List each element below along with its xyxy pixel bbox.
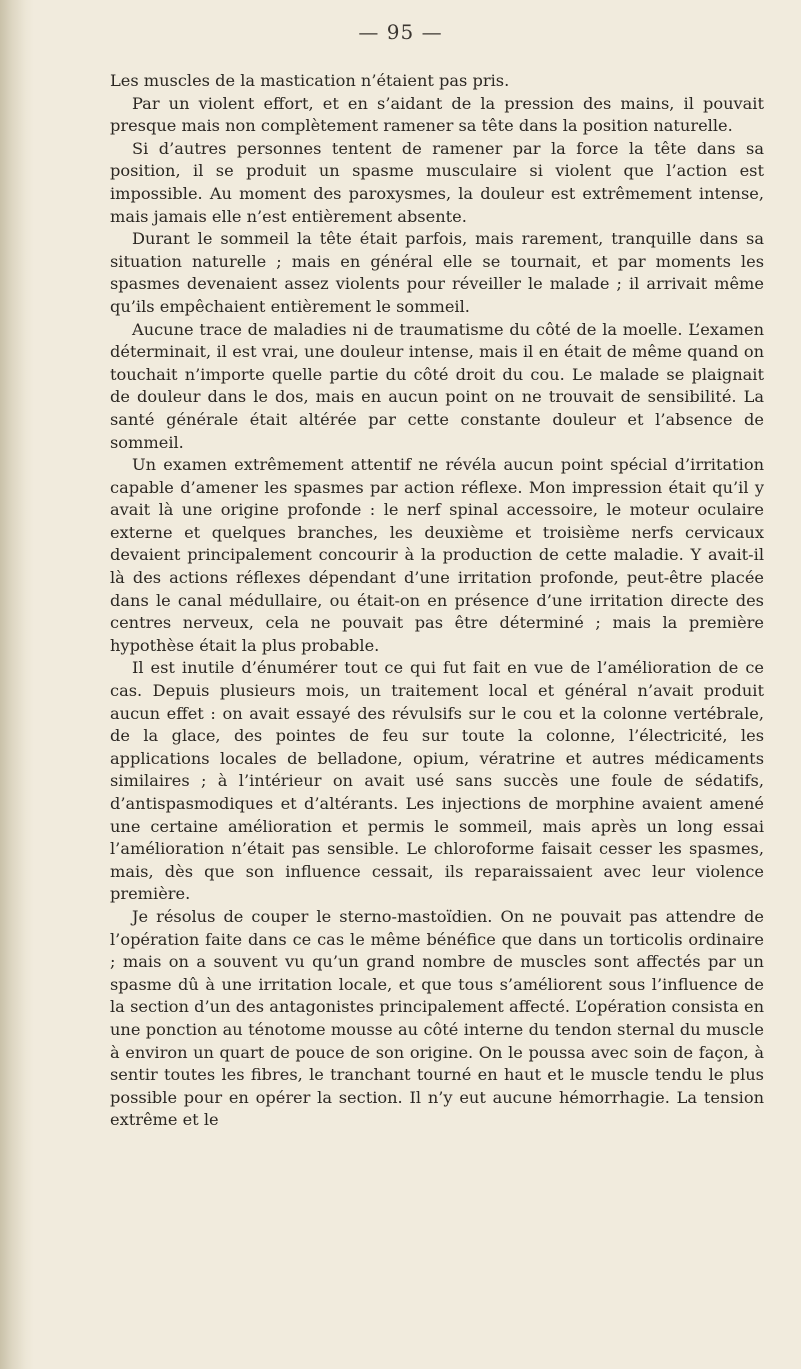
paragraph-5: Aucune trace de maladies ni de traumatisme du côté de la moelle. L’examen déterminait, il est vrai, une douleur intense, mais il en était de même quand on touchait n’importe quelle partie du côté droit du cou. Le malade se plaignait de douleur dans le dos, mais en aucun point on ne trouvait de sensibilité. La santé générale était altérée par cette constante douleur et l’absence de sommeil. — [110, 319, 764, 452]
paragraph-2: Par un violent effort, et en s’aidant de la pression des mains, il pouvait presque mais non complètement ramener sa tête dans la position naturelle. — [110, 93, 764, 136]
paragraph-3: Si d’autres personnes tentent de ramener par la force la tête dans sa position, il se produit un spasme musculaire si violent que l’action est impossible. Au moment des paroxysmes, la douleur est extrêmement intense, mais jamais elle n’est entièrement absente. — [110, 138, 764, 226]
paragraph-4: Durant le sommeil la tête était parfois, mais rarement, tranquille dans sa situation naturelle ; mais en général elle se tournait, et par moments les spasmes devenaient assez violents pour réveiller le malade ; il arrivait même qu’ils empêchaient entièrement le sommeil. — [110, 229, 764, 316]
paragraph-7: Il est inutile d’énumérer tout ce qui fut fait en vue de l’amélioration de ce cas. Depuis plusieurs mois, un traitement local et général n’avait produit aucun effet : on avait essayé des révulsifs sur le cou et la colonne vertébrale, de la glace, des pointes de feu sur toute la colonne, l’électricité, les applications locales de belladone, opium, vératrine et autres médicaments similaires ; à l’intérieur on avait usé sans succès une foule de sédatifs, d’antispasmodiques et d’altérants. Les injections de morphine avaient amené une certaine amélioration et permis le sommeil, mais après un long essai l’amélioration n’était pas sensible. Le chloroforme faisait cesser les spasmes, mais, dès que son influence cessait, ils reparaissaient avec leur violence première. — [110, 658, 764, 904]
page-text — [110, 70, 764, 1132]
paragraph-8: Je résolus de couper le sterno-mastoïdien. On ne pouvait pas attendre de l’opération faite dans ce cas le même bénéfice que dans un torticolis ordinaire ; mais on a souvent vu qu’un grand nombre de muscles sont affectés par un spasme dû à une irritation locale, et que tous s’améliorent sous l’influence de la section d’un des antagonistes principalement affecté. L’opération consista en une ponction au ténotome mousse au côté interne du tendon sternal du muscle à environ un quart de pouce de son origine. On le poussa avec soin de façon, à sentir toutes les fibres, le tranchant tourné en haut et le muscle tendu le plus possible pour en opérer la section. Il n’y eut aucune hémorrhagie. La tension extrême et le — [110, 906, 764, 1130]
paragraph-1: Les muscles de la mastication n’étaient pas pris. — [110, 71, 510, 90]
paragraph-6: Un examen extrêmement attentif ne révéla aucun point spécial d’irritation capable d’amener les spasmes par action réflexe. Mon impression était qu’il y avait là une origine profonde : le nerf spinal accessoire, le moteur oculaire externe et quelques branches, les deuxième et troisième nerfs cervicaux devaient principalement concourir à la production de cette maladie. Y avait-il là des actions réflexes dépendant d’une irritation profonde, peut-être placée dans le canal médullaire, ou était-on en présence d’une irritation directe des centres nerveux, cela ne pouvait pas être déterminé ; mais la première hypothèse était la plus probable. — [110, 455, 764, 655]
page-number: — 95 — — [358, 20, 443, 44]
